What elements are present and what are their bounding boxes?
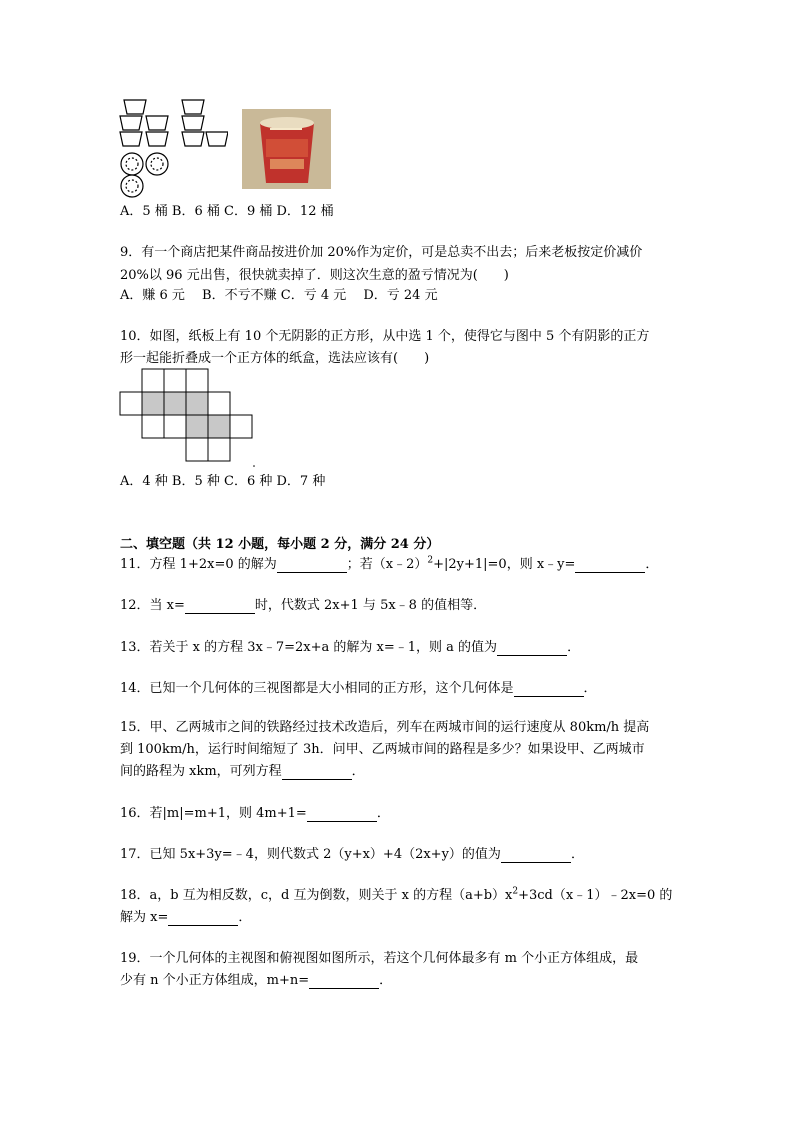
q17-part-a: 17．已知 5x+3y=﹣4，则代数式 2（y+x）+4（2x+y）的值为 [120, 847, 501, 862]
q17-end: ． [570, 847, 584, 862]
q10-stem-line1: 10．如图，纸板上有 10 个无阴影的正方形，从中选 1 个，使得它与图中 5 个有阴影的正方 [120, 329, 650, 344]
q11-blank-1[interactable] [277, 559, 347, 573]
q17 [120, 847, 584, 863]
q12-part-b: 时，代数式 2x+1 与 5x﹣8 的值相等． [254, 598, 487, 613]
q12 [120, 598, 486, 614]
q11-sup: 2 [427, 555, 434, 566]
bucket-shape [120, 132, 142, 146]
bucket-shape [146, 116, 168, 130]
q13 [120, 640, 580, 656]
q18-line2 [120, 910, 251, 926]
q10-options: A．4 种 B．5 种 C．6 种 D．7 种 [120, 474, 326, 489]
q14 [120, 681, 597, 697]
q19-blank[interactable] [309, 975, 379, 989]
q13-end: ． [567, 640, 581, 655]
q15-stem-line1: 15．甲、乙两城市之间的铁路经过技术改造后，列车在两城市间的运行速度从 80km/h 提高 [120, 720, 650, 735]
q11-end: ． [645, 557, 659, 572]
q11-blank-2[interactable] [575, 559, 645, 573]
q13-blank[interactable] [497, 642, 567, 656]
q19-line2 [120, 973, 392, 989]
bucket-shape [182, 100, 204, 114]
q14-end: ． [583, 681, 597, 696]
bucket-shape [182, 116, 204, 130]
q12-blank[interactable] [185, 600, 255, 614]
q19-part-a: 少有 n 个小正方体组成，m+n= [120, 973, 310, 988]
q16 [120, 806, 390, 822]
bucket-shape [182, 132, 204, 146]
bucket-top-circle [151, 158, 163, 170]
q11-part-a: 11．方程 1+2x=0 的解为 [120, 557, 277, 572]
q16-part-a: 16．若|m|=m+1，则 4m+1= [120, 806, 307, 821]
q18-end: ． [238, 910, 252, 925]
q9-options: A．赚 6 元 B．不亏不赚 C．亏 4 元 D．亏 24 元 [120, 288, 438, 303]
bucket-shape [206, 132, 228, 146]
bucket-top-circle [126, 180, 138, 192]
q11-part-c: +|2y+1|=0，则 x﹣y= [433, 557, 576, 572]
q18-line1 [120, 888, 672, 904]
q18-blank[interactable] [168, 912, 238, 926]
q17-blank[interactable] [501, 849, 571, 863]
q12-part-a: 12．当 x= [120, 598, 185, 613]
q16-blank[interactable] [307, 808, 377, 822]
q13-part-a: 13．若关于 x 的方程 3x﹣7=2x+a 的解为 x=﹣1，则 a 的值为 [120, 640, 498, 655]
q15-stem-line2: 到 100km/h，运行时间缩短了 3h．问甲、乙两城市间的路程是多少？如果设甲、乙两城市 [120, 742, 645, 757]
bucket-shape [124, 100, 146, 114]
q16-end: ． [376, 806, 390, 821]
q15-blank[interactable] [282, 766, 352, 780]
q15-line3 [120, 764, 365, 780]
noodle-cup-photo [242, 109, 331, 189]
q9-stem-line1: 9．有一个商店把某件商品按进价加 20%作为定价，可是总卖不出去；后来老板按定价减价 [120, 245, 643, 260]
q11 [120, 557, 658, 573]
q19-end: ． [379, 973, 393, 988]
q18-part-b: +3cd（x﹣1）﹣2x=0 的 [518, 888, 673, 903]
q14-part-a: 14．已知一个几何体的三视图都是大小相同的正方形，这个几何体是 [120, 681, 514, 696]
q15-end: ． [351, 764, 365, 779]
section-2-title: 二、填空题（共 12 小题，每小题 2 分，满分 24 分） [120, 537, 440, 552]
bucket-shape [146, 132, 168, 146]
bucket-top-circle [126, 158, 138, 170]
cube-net-figure [119, 368, 257, 468]
q11-part-b: ；若（x﹣2） [346, 557, 428, 572]
q19-stem-line1: 19．一个几何体的主视图和俯视图如图所示，若这个几何体最多有 m 个小正方体组成，最 [120, 951, 639, 966]
q10-stem-line2: 形一起能折叠成一个正方体的纸盒，选法应该有( ) [120, 351, 430, 366]
q18-part-c: 解为 x= [120, 910, 169, 925]
q18-part-a: 18．a，b 互为相反数，c，d 互为倒数，则关于 x 的方程（a+b）x [120, 888, 513, 903]
bucket-views-figure [118, 98, 228, 198]
bucket-shape [120, 116, 142, 130]
q9-stem-line2: 20%以 96 元出售，很快就卖掉了．则这次生意的盈亏情况为( ) [120, 268, 509, 283]
q18-sup: 2 [512, 886, 519, 897]
q8-options: A．5 桶 B．6 桶 C．9 桶 D．12 桶 [120, 204, 334, 219]
q15-part-a: 间的路程为 xkm，可列方程 [120, 764, 282, 779]
q14-blank[interactable] [514, 683, 584, 697]
